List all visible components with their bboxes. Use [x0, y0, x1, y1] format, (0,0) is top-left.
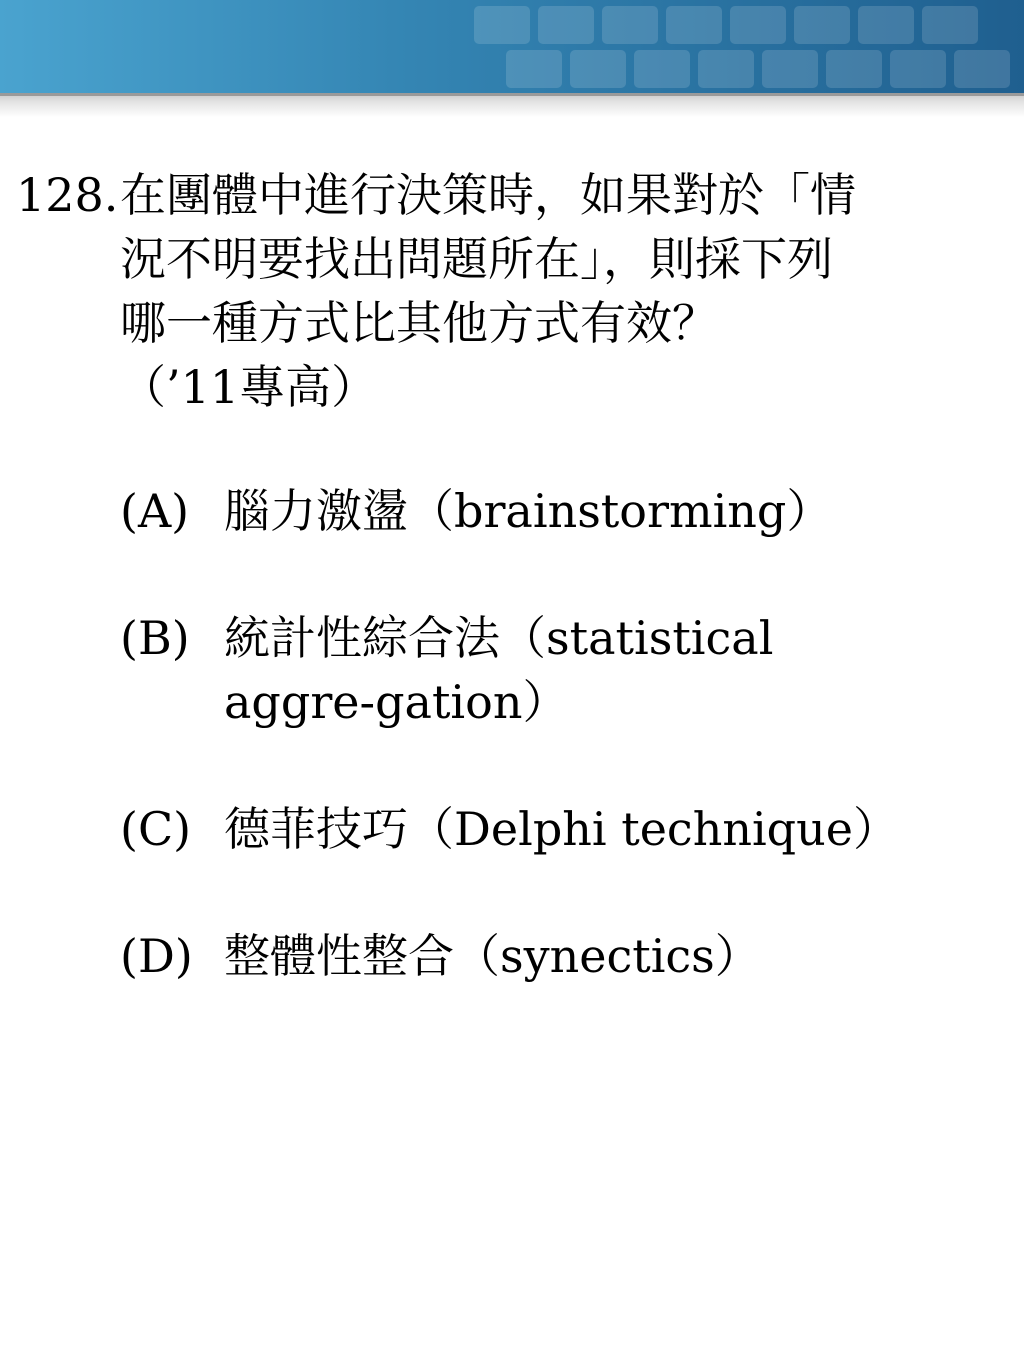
option-letter: (A)	[120, 484, 190, 538]
question-number: 128.	[16, 168, 119, 222]
question-source: （’11專高）	[120, 360, 378, 414]
banner-divider	[0, 93, 1024, 96]
option-text-line: aggre-gation）	[224, 675, 569, 729]
banner-tile-pattern	[464, 0, 1024, 93]
option-text	[224, 924, 984, 988]
option-text	[224, 479, 984, 543]
question-stem	[120, 163, 980, 419]
question-stem-line: 在團體中進行決策時，如果對於「情	[120, 168, 856, 222]
banner-shadow	[0, 93, 1024, 117]
option-text-line: 統計性綜合法（statistical	[224, 611, 774, 665]
option-text-line: 整體性整合（synectics）	[224, 929, 761, 983]
option-letter: (C)	[120, 802, 192, 856]
option-text-line: 腦力激盪（brainstorming）	[224, 484, 833, 538]
option-text	[224, 797, 984, 861]
header-banner	[0, 0, 1024, 93]
question-stem-line: 哪一種方式比其他方式有效？	[120, 296, 718, 350]
question-stem-line: 況不明要找出問題所在」，則採下列	[120, 232, 833, 286]
option-letter: (B)	[120, 611, 190, 665]
option-text-line: 德菲技巧（Delphi technique）	[224, 802, 899, 856]
option-letter: (D)	[120, 929, 193, 983]
option-text	[224, 606, 984, 734]
